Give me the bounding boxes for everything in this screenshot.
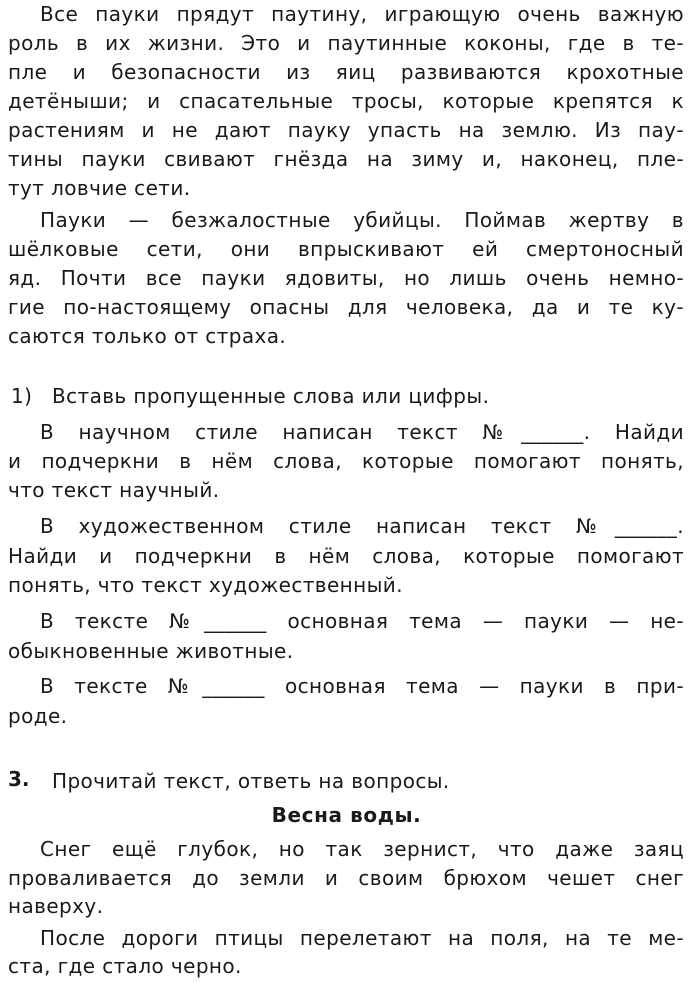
- text-line: детёныши; и спасательные тросы, которые крепятся к: [8, 89, 684, 113]
- text-line: саются только от страха.: [8, 324, 287, 348]
- story-title: Весна воды.: [271, 803, 422, 827]
- text-line: Пауки — безжалостные убийцы. Поймав жертву в: [40, 208, 684, 232]
- text-line: После дороги птицы перелетают на поля, на те ме-: [40, 926, 684, 950]
- text-line: В тексте №______ основная тема — пауки в при-: [40, 674, 684, 698]
- text-line: пле и безопасности из яиц развиваются крохотные: [8, 60, 684, 84]
- text-line: растениям и не дают пауку упасть на землю. Из пау-: [8, 118, 684, 142]
- text-line: гие по-настоящему опасны для человека, да и те ку-: [8, 295, 684, 319]
- text-line: В тексте №______ основная тема — пауки — не-: [40, 609, 684, 633]
- text-line: тины пауки свивают гнёзда на зиму и, наконец, пле-: [8, 147, 684, 171]
- text-line: наверху.: [8, 894, 104, 918]
- text-line: яд. Почти все пауки ядовиты, но лишь очень немно-: [8, 266, 684, 290]
- text-line: шёлковые сети, они впрыскивают ей смертоносный: [8, 237, 684, 261]
- text-line: роде.: [8, 704, 68, 728]
- text-line: обыкновенные животные.: [8, 639, 294, 663]
- task-3-instruction: Прочитай текст, ответь на вопросы.: [52, 769, 450, 793]
- task-3-number: 3.: [8, 767, 30, 791]
- task-1-number: 1): [11, 384, 33, 408]
- text-line: проваливается до земли и своим брюхом чешет снег: [8, 866, 684, 890]
- text-line: В художественном стиле написан текст №______.: [40, 514, 684, 538]
- text-line: что текст научный.: [8, 478, 220, 502]
- text-line: В научном стиле написан текст №______. Найди: [40, 420, 684, 444]
- text-line: и подчеркни в нём слова, которые помогают понять,: [8, 449, 684, 473]
- text-line: Найди и подчеркни в нём слова, которые помогают: [8, 544, 684, 568]
- text-line: тут ловчие сети.: [8, 176, 191, 200]
- text-line: понять, что текст художественный.: [8, 573, 403, 597]
- text-line: Снег ещё глубок, но так зернист, что даже заяц: [40, 837, 684, 861]
- text-line: Все пауки прядут паутину, играющую очень важную: [40, 2, 684, 26]
- text-line: ста, где стало черно.: [8, 954, 242, 978]
- task-1-instruction: Вставь пропущенные слова или цифры.: [52, 384, 490, 408]
- text-line: роль в их жизни. Это и паутинные коконы, где в те-: [8, 31, 684, 55]
